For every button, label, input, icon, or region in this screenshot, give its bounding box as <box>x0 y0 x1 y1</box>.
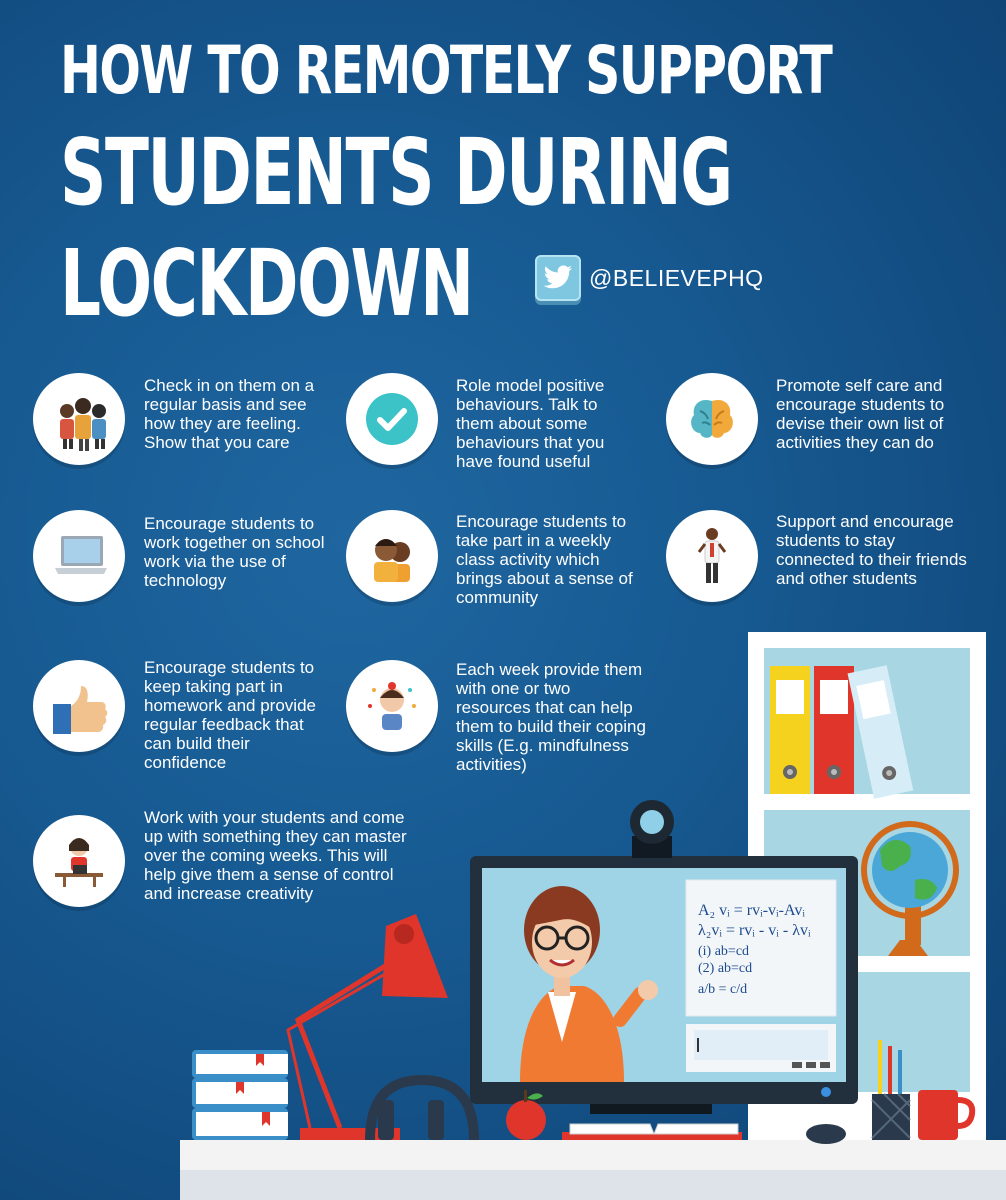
two-students-icon <box>346 510 438 602</box>
desk-scene-illustration <box>0 620 1006 1200</box>
twitter-handle-text: @BELIEVEPHQ <box>589 264 764 291</box>
laptop-icon <box>33 510 125 602</box>
desk-front <box>180 1170 1006 1200</box>
binder-yellow <box>770 666 810 794</box>
headphones <box>370 1080 474 1140</box>
webcam <box>630 800 674 858</box>
twitter-icon <box>535 255 581 301</box>
screen-whiteboard <box>686 880 836 1072</box>
computer-mouse <box>806 1124 846 1144</box>
tip-text-4: Encourage students to work together on school work via the use of technology <box>144 514 325 590</box>
open-notebook <box>562 1124 742 1140</box>
whiteboard-line-1: A₂ vᵢ = rvᵢ-vᵢ-Avᵢ <box>698 902 805 919</box>
desk-lamp <box>288 914 448 1140</box>
tip-text-5: Encourage students to take part in a weekly class activity which brings about a sense of community <box>456 512 633 607</box>
binder-red <box>814 666 854 794</box>
tip-text-7: Encourage students to keep taking part in homework and provide regular feedback that can build their confidence <box>144 658 316 772</box>
whiteboard-line-5: a/b = c/d <box>698 982 748 997</box>
students-group-icon <box>33 373 125 465</box>
title-line-3: LOCKDOWN <box>60 230 473 337</box>
tip-text-9: Work with your students and come up with something they can master over the coming weeks. This will help give them a sense of control and increase creativity <box>144 808 407 903</box>
whiteboard-line-3: (i) ab=cd <box>698 944 750 959</box>
tip-text-2: Role model positive behaviours. Talk to them about some behaviours that you have found useful <box>456 376 605 471</box>
whiteboard-line-4: (2) ab=cd <box>698 961 753 976</box>
title-line-1: HOW TO REMOTELY SUPPORT <box>60 32 832 109</box>
tip-text-1: Check in on them on a regular basis and see how they are feeling. Show that you care <box>144 376 315 452</box>
book-stack <box>192 1050 288 1140</box>
checkmark-icon <box>346 373 438 465</box>
tip-text-8: Each week provide them with one or two resources that can help them to build their coping skills (E.g. mindfulness activities) <box>456 660 646 774</box>
tip-text-6: Support and encourage students to stay connected to their friends and other students <box>776 512 967 588</box>
brain-icon <box>666 373 758 465</box>
title-line-2: STUDENTS DURING <box>60 119 732 226</box>
twitter-handle[interactable] <box>535 255 764 301</box>
tip-text-3: Promote self care and encourage students to devise their own list of activities they can do <box>776 376 945 452</box>
whiteboard-line-2: λ₂vᵢ = rvᵢ - vᵢ - λvᵢ <box>698 922 811 939</box>
desk-top <box>180 1140 1006 1170</box>
student-standing-icon <box>666 510 758 602</box>
